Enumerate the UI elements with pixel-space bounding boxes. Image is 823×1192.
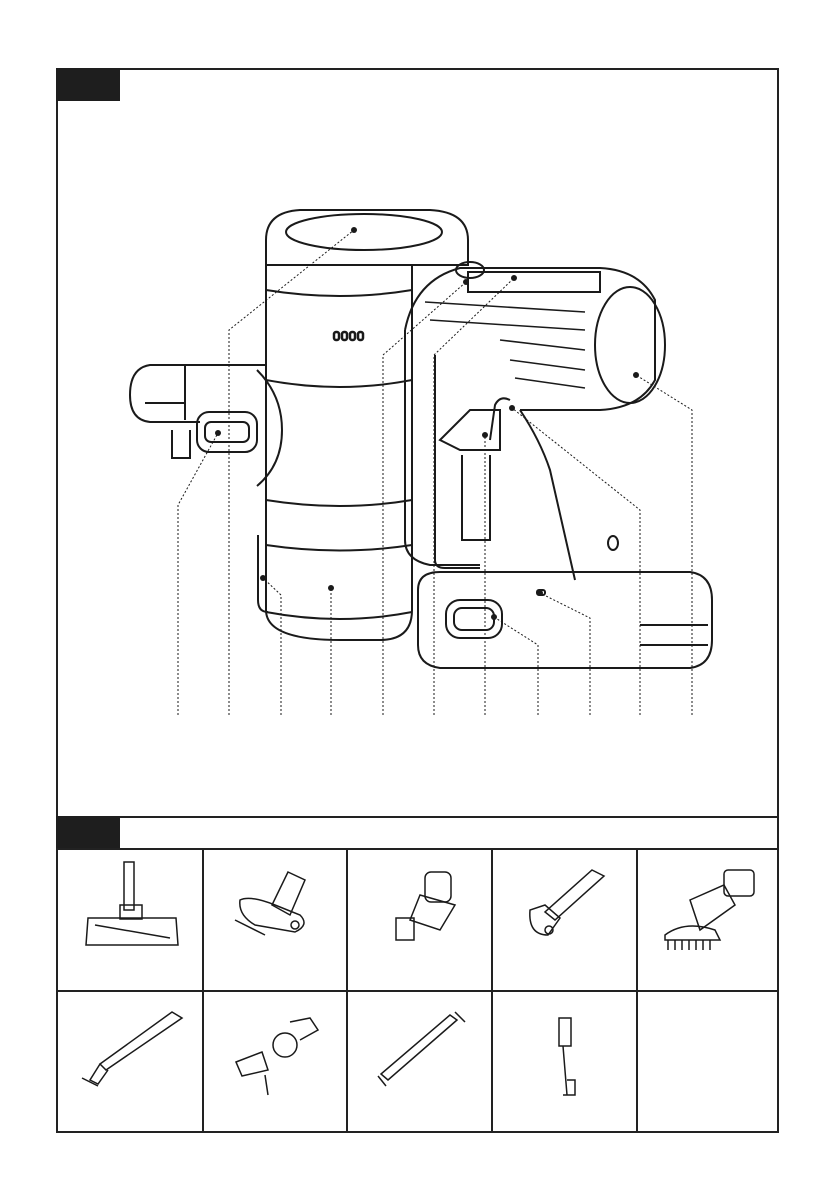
inlet-nozzle [130, 365, 266, 422]
motor-housing [405, 268, 655, 410]
2-in-1-brush-nozzle-icon [396, 872, 455, 940]
floor-brush-icon [86, 862, 178, 945]
cleaning-tool-icon [559, 1018, 575, 1095]
mini-motorized-brush-icon [235, 872, 305, 935]
vent-grille [425, 302, 585, 388]
battery-indicator [334, 332, 363, 340]
extension-tube-icon [82, 1012, 182, 1086]
crevice-tool-icon [530, 870, 604, 935]
flexible-hose-icon [378, 1012, 465, 1086]
handle-dot [608, 536, 618, 550]
power-button [456, 262, 484, 278]
adapter-icon [236, 1018, 318, 1095]
dust-bin-body [266, 265, 412, 640]
battery-pack [418, 572, 712, 668]
body-line [266, 290, 412, 296]
dusting-brush-icon [665, 870, 754, 950]
cyclone-cap-top [286, 214, 442, 250]
